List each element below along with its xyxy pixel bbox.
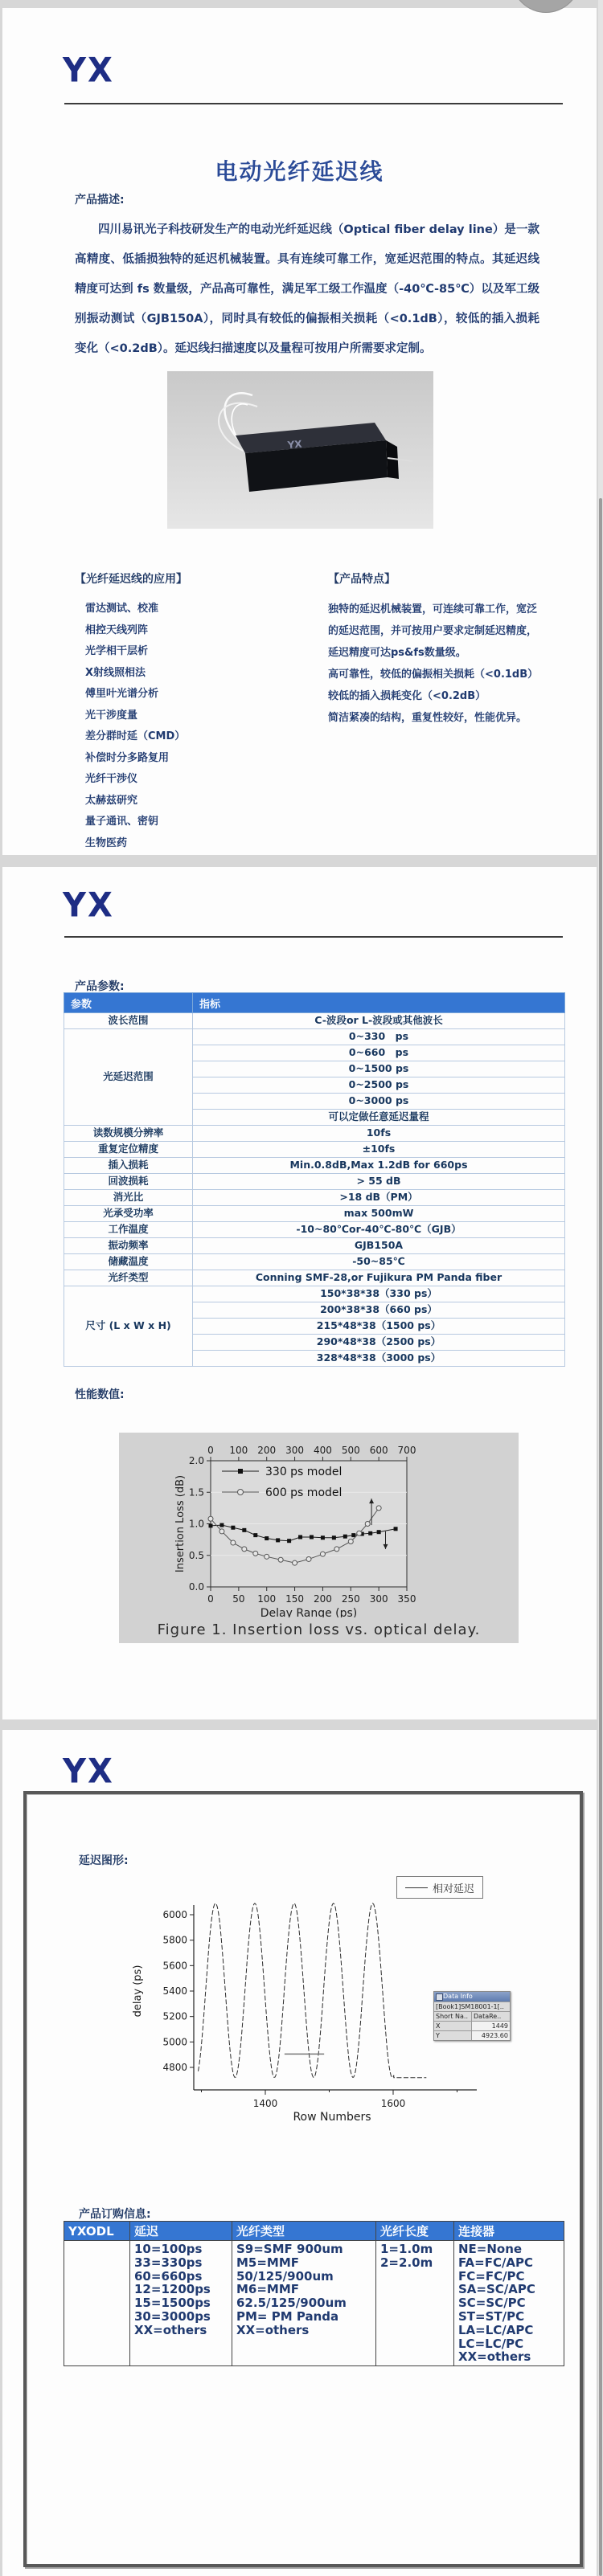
ordering-option: 50/125/900um xyxy=(236,2268,334,2284)
application-item: 量子通讯、密钥 xyxy=(85,816,159,828)
param-value-cell: -10~80℃or-40℃-80℃（GJB） xyxy=(193,1222,565,1238)
ordering-option: NE=None xyxy=(458,2242,523,2256)
param-value-cell: 215*48*38（1500 ps） xyxy=(193,1319,565,1335)
marker-circle xyxy=(306,1556,311,1561)
ordering-header-cell: 延迟 xyxy=(130,2222,232,2241)
x-tick-label: 100 xyxy=(257,1593,277,1605)
x-axis-label: Delay Range (ps) xyxy=(260,1607,358,1617)
ordering-option: ST=ST/PC xyxy=(458,2308,525,2324)
ordering-option: 30=3000ps xyxy=(134,2308,211,2324)
marker-circle xyxy=(242,1547,247,1552)
window-icon xyxy=(436,1993,443,2001)
ordering-option: 15=1500ps xyxy=(134,2296,211,2311)
features-heading: 【产品特点】 xyxy=(328,573,396,586)
param-name-cell: 插入损耗 xyxy=(64,1158,193,1174)
marker-circle xyxy=(293,1560,297,1565)
ordering-option: SC=SC/PC xyxy=(458,2296,526,2311)
application-item: 生物医药 xyxy=(85,836,128,849)
ordering-option: PM= PM Panda xyxy=(236,2308,339,2324)
page-3 xyxy=(2,1730,597,2576)
marker-square xyxy=(253,1533,257,1537)
x-tick-label: 150 xyxy=(285,1593,305,1605)
param-name-cell: 光承受功率 xyxy=(64,1206,193,1222)
x2-tick-label: 400 xyxy=(313,1445,332,1456)
param-value-cell: 150*38*38（330 ps） xyxy=(193,1286,565,1302)
ordering-option: M5=MMF xyxy=(236,2255,300,2270)
ordering-option: S9=SMF 900um xyxy=(236,2242,343,2256)
x2-tick-label: 0 xyxy=(207,1445,214,1456)
data-info-y-label: Y xyxy=(434,2031,471,2040)
data-info-title: Data Info xyxy=(443,1993,473,2000)
y-tick-label: 0.0 xyxy=(188,1581,204,1593)
marker-circle xyxy=(278,1557,283,1562)
ordering-heading: 产品订购信息: xyxy=(79,2208,151,2221)
x2-tick-label: 300 xyxy=(285,1445,305,1456)
header-rule xyxy=(64,103,563,104)
x-tick-label: 1600 xyxy=(380,2098,406,2109)
params-row xyxy=(64,1142,565,1158)
ordering-header-cell: YXODL xyxy=(64,2222,130,2241)
ordering-option: M6=MMF xyxy=(236,2282,300,2297)
param-name-cell: 光延迟范围 xyxy=(64,1029,193,1126)
marker-square xyxy=(332,1535,336,1539)
application-item: 傅里叶光谱分析 xyxy=(85,688,159,700)
params-row xyxy=(64,1126,565,1142)
param-value-cell: 328*48*38（3000 ps） xyxy=(193,1351,565,1367)
param-value-cell: 290*48*38（2500 ps） xyxy=(193,1335,565,1351)
param-value-cell: C-波段or L-波段或其他波长 xyxy=(193,1013,565,1029)
ordering-option: LA=LC/APC xyxy=(458,2322,534,2337)
param-value-cell: 0~660 ps xyxy=(193,1045,565,1061)
ordering-option: 12=1200ps xyxy=(134,2282,211,2297)
device-logo: YX xyxy=(287,438,303,451)
x-tick-label: 200 xyxy=(313,1593,332,1605)
y-tick-label: 5200 xyxy=(162,2010,187,2022)
y-axis-label: Insertion Loss (dB) xyxy=(174,1474,187,1573)
ordering-table xyxy=(64,2221,564,2366)
marker-square xyxy=(377,1530,381,1534)
marker-circle xyxy=(334,1547,339,1552)
marker-square xyxy=(310,1535,314,1539)
marker-circle xyxy=(208,1516,213,1521)
x-tick-label: 50 xyxy=(232,1593,245,1605)
params-header-spec: 指标 xyxy=(193,993,565,1013)
ordering-option: FC=FC/PC xyxy=(458,2268,525,2284)
param-value-cell: 10fs xyxy=(193,1126,565,1142)
param-name-cell: 读数规模分辨率 xyxy=(64,1126,193,1142)
ordering-option-cell xyxy=(376,2241,454,2366)
marker-square xyxy=(394,1527,398,1531)
param-value-cell: > 55 dB xyxy=(193,1174,565,1190)
params-header-param: 参数 xyxy=(64,993,193,1013)
param-value-cell: -50~85℃ xyxy=(193,1254,565,1270)
params-row xyxy=(64,1270,565,1286)
ordering-option: 33=330ps xyxy=(134,2255,203,2270)
brand-logo: YX xyxy=(63,51,114,91)
param-value-cell: Conning SMF-28,or Fujikura PM Panda fiber xyxy=(193,1270,565,1286)
ordering-option: 10=100ps xyxy=(134,2242,203,2256)
param-name-cell: 尺寸 (L x W x H) xyxy=(64,1286,193,1367)
param-value-cell: GJB150A xyxy=(193,1238,565,1254)
params-row xyxy=(64,1254,565,1270)
page-2 xyxy=(2,867,597,1719)
marker-square xyxy=(219,1523,224,1527)
marker-circle xyxy=(376,1506,381,1511)
marker-square xyxy=(351,1533,355,1537)
page-title: 电动光纤延迟线 xyxy=(215,158,384,185)
performance-heading: 性能数值: xyxy=(75,1388,125,1401)
insertion-loss-figure xyxy=(119,1433,519,1643)
feature-item: 独特的延迟机械装置，可连续可靠工作，宽泛的延迟范围，并可按用户要求定制延迟精度，延迟精度可达ps&fs数量级。 xyxy=(328,603,538,659)
figure-caption: Figure 1. Insertion loss vs. optical delay. xyxy=(157,1621,481,1638)
data-info-x-value: 1449 xyxy=(471,2022,510,2030)
marker-circle xyxy=(357,1531,362,1535)
params-row xyxy=(64,1029,565,1045)
param-value-cell: 可以定做任意延迟量程 xyxy=(193,1110,565,1126)
marker-square xyxy=(343,1535,347,1539)
parameters-table xyxy=(64,992,565,1367)
header-rule xyxy=(64,936,563,938)
param-name-cell: 工作温度 xyxy=(64,1222,193,1238)
application-item: 差分群时延（CMD） xyxy=(85,730,186,742)
params-row xyxy=(64,1013,565,1029)
legend-entry: 330 ps model xyxy=(265,1466,343,1478)
ordering-option: 60=660ps xyxy=(134,2268,203,2284)
ordering-option: 62.5/125/900um xyxy=(236,2296,347,2311)
x-tick-label: 350 xyxy=(397,1593,416,1605)
y-axis-label: delay (ps) xyxy=(132,1965,144,2018)
data-info-book: [Book1]SM18001-1[.. xyxy=(434,2002,510,2011)
x2-tick-label: 500 xyxy=(341,1445,360,1456)
param-value-cell: max 500mW xyxy=(193,1206,565,1222)
marker-circle xyxy=(348,1539,353,1544)
data-info-x-label: X xyxy=(434,2022,471,2030)
params-row xyxy=(64,1222,565,1238)
params-row xyxy=(64,1174,565,1190)
marker-circle xyxy=(365,1522,370,1527)
marker-circle xyxy=(219,1529,224,1534)
scrollbar-thumb[interactable] xyxy=(599,498,602,2576)
data-info-y-value: 4923.60 xyxy=(471,2031,510,2040)
delay-legend xyxy=(396,1876,483,1899)
param-value-cell: 0~1500 ps xyxy=(193,1061,565,1077)
marker-square xyxy=(231,1526,235,1530)
y-tick-label: 5800 xyxy=(162,1934,187,1946)
ordering-header-cell: 光纤长度 xyxy=(376,2222,454,2241)
ordering-option: LC=LC/PC xyxy=(458,2336,524,2351)
data-info-titlebar[interactable] xyxy=(434,1992,510,2002)
ordering-option: FA=FC/APC xyxy=(458,2255,534,2270)
product-photo xyxy=(167,371,433,529)
y-tick-label: 1.0 xyxy=(188,1518,204,1530)
ordering-option: XX=others xyxy=(134,2322,207,2337)
y-tick-label: 5000 xyxy=(162,2036,187,2048)
params-row xyxy=(64,1238,565,1254)
marker-square xyxy=(298,1535,302,1539)
data-info-col1: Short Na.. xyxy=(434,2012,471,2021)
marker-square xyxy=(209,1523,213,1527)
param-value-cell: ±10fs xyxy=(193,1142,565,1158)
application-item: X射线照相法 xyxy=(85,666,146,679)
y-tick-label: 1.5 xyxy=(188,1486,204,1499)
legend-line-sample xyxy=(405,1887,428,1888)
x2-tick-label: 700 xyxy=(397,1445,416,1456)
params-row xyxy=(64,1286,565,1302)
marker-square xyxy=(287,1539,291,1543)
param-name-cell: 储藏温度 xyxy=(64,1254,193,1270)
param-name-cell: 振动频率 xyxy=(64,1238,193,1254)
param-name-cell: 回波损耗 xyxy=(64,1174,193,1190)
ordering-body-row xyxy=(64,2241,564,2366)
x-tick-label: 1400 xyxy=(252,2098,278,2109)
marker-circle xyxy=(320,1552,325,1556)
legend-label: 相对延迟 xyxy=(432,1883,474,1895)
y-tick-label: 6000 xyxy=(162,1909,187,1920)
y-tick-label: 5600 xyxy=(162,1960,187,1972)
params-row xyxy=(64,1206,565,1222)
param-value-cell: >18 dB（PM） xyxy=(193,1190,565,1206)
feature-item: 较低的插入损耗变化（<0.2dB） xyxy=(328,690,486,702)
feature-item: 高可靠性，较低的偏振相关损耗（<0.1dB） xyxy=(328,669,539,681)
brand-logo: YX xyxy=(63,885,114,926)
marker-square xyxy=(242,1528,246,1532)
delay-waveform xyxy=(199,1903,427,2078)
features-list xyxy=(328,599,547,729)
application-item: 补偿时分多路复用 xyxy=(85,751,170,764)
application-item: 相控天线列阵 xyxy=(85,624,149,636)
ordering-option-cell xyxy=(64,2241,130,2366)
params-row xyxy=(64,1190,565,1206)
data-info-window[interactable] xyxy=(433,1991,511,2041)
y-tick-label: 0.5 xyxy=(188,1549,204,1561)
application-item: 雷达测试、校准 xyxy=(85,603,159,615)
params-header-row xyxy=(64,993,565,1013)
ordering-option: 1=1.0m xyxy=(380,2242,433,2256)
marker-square xyxy=(321,1535,325,1539)
marker-circle xyxy=(253,1551,258,1556)
param-name-cell: 光纤类型 xyxy=(64,1270,193,1286)
x2-tick-label: 600 xyxy=(369,1445,388,1456)
param-name-cell: 重复定位精度 xyxy=(64,1142,193,1158)
ordering-header-cell: 连接器 xyxy=(454,2222,564,2241)
legend-entry: 600 ps model xyxy=(265,1486,343,1499)
ordering-option: XX=others xyxy=(236,2322,310,2337)
application-item: 太赫兹研究 xyxy=(85,794,138,807)
x-tick-label: 300 xyxy=(369,1593,388,1605)
page-1 xyxy=(2,8,597,855)
marker-square xyxy=(276,1538,280,1542)
insertion-loss-chart xyxy=(119,1433,519,1617)
ordering-option: 2=2.0m xyxy=(380,2255,433,2270)
applications-list xyxy=(85,599,294,854)
param-value-cell: 200*38*38（660 ps） xyxy=(193,1302,565,1319)
param-name-cell: 波长范围 xyxy=(64,1013,193,1029)
delay-graph-heading: 延迟图形: xyxy=(79,1854,129,1867)
param-value-cell: 0~330 ps xyxy=(193,1029,565,1045)
marker-square xyxy=(368,1531,372,1535)
ordering-option: SA=SC/APC xyxy=(458,2282,535,2297)
ordering-header-cell: 光纤类型 xyxy=(232,2222,376,2241)
ordering-header-row xyxy=(64,2222,564,2241)
ordering-option-cell xyxy=(130,2241,232,2366)
description-heading: 产品描述: xyxy=(75,194,125,206)
param-name-cell: 消光比 xyxy=(64,1190,193,1206)
marker-square xyxy=(265,1536,269,1540)
param-value-cell: 0~2500 ps xyxy=(193,1077,565,1094)
param-value-cell: 0~3000 ps xyxy=(193,1094,565,1110)
x-tick-label: 250 xyxy=(341,1593,360,1605)
brand-logo: YX xyxy=(63,1752,114,1792)
params-row xyxy=(64,1158,565,1174)
x2-tick-label: 200 xyxy=(257,1445,277,1456)
description-paragraph: 四川易讯光子科技研发生产的电动光纤延迟线（Optical fiber delay line）是一款高精度、低插损独特的延迟机械装置。具有连续可靠工作，宽延迟范围的特点。其延迟线精度可达到 fs 数量级，产品高可靠性，满足军工级工作温度（-40℃-85℃）以及军工级别振动测试（GJB150A），同时具有较低的偏振相关损耗（<0.1dB），较低的插入损耗变化（<0.2dB）。延迟线扫描速度以及量程可按用户所需要求定制。 xyxy=(75,223,539,355)
applications-heading: 【光纤延迟线的应用】 xyxy=(75,573,187,586)
ordering-option: XX=others xyxy=(458,2349,531,2365)
data-info-col2: DataRe.. xyxy=(471,2012,510,2021)
application-item: 光干涉度量 xyxy=(85,709,138,722)
ordering-option-cell xyxy=(454,2241,564,2366)
y-tick-label: 2.0 xyxy=(188,1455,204,1466)
marker-circle xyxy=(231,1540,236,1545)
marker-circle xyxy=(265,1554,269,1559)
y-tick-label: 5400 xyxy=(162,1985,187,1997)
ordering-option-cell xyxy=(232,2241,376,2366)
application-item: 光纤干涉仪 xyxy=(85,773,138,785)
x2-tick-label: 100 xyxy=(229,1445,248,1456)
x-axis-label: Row Numbers xyxy=(293,2111,371,2124)
x-tick-label: 0 xyxy=(207,1593,214,1605)
y-tick-label: 4800 xyxy=(162,2062,187,2073)
param-value-cell: Min.0.8dB,Max 1.2dB for 660ps xyxy=(193,1158,565,1174)
params-heading: 产品参数: xyxy=(75,980,125,993)
application-item: 光学相干层析 xyxy=(85,645,149,657)
feature-item: 简洁紧凑的结构，重复性较好，性能优异。 xyxy=(328,712,527,724)
